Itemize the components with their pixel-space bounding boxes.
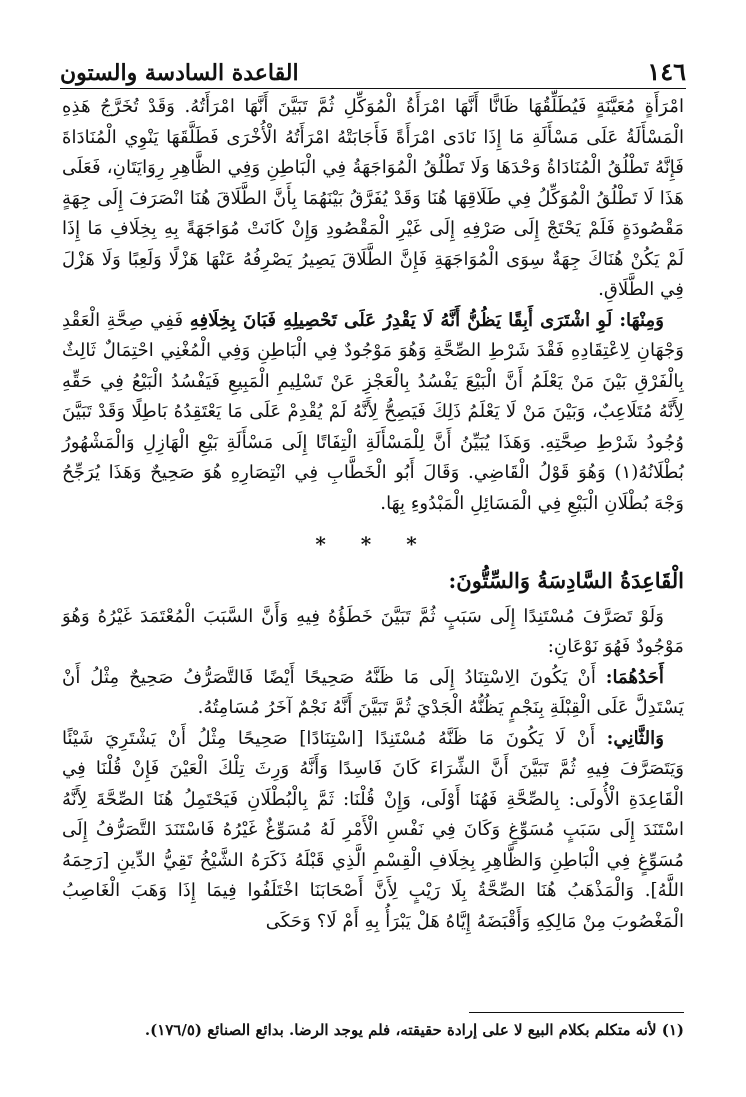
paragraph xyxy=(62,724,684,938)
paragraph-text: أَنْ يَكُونَ الِاسْتِنَادُ إِلَى مَا ظَنَّهُ صَحِيحًا أَيْضًا فَالتَّصَرُّفُ صَحِيحٌ مِثْلُ أَنْ يَسْتَدِلَّ عَلَى الْقِبْلَةِ بِنَجْمٍ يَظُنُّهُ الْجَدْيَ ثُمَّ تَبَيَّنَ أَنَّهُ نَجْمٌ آخَرُ مُسَامِتُهُ. xyxy=(62,666,684,718)
paragraph xyxy=(62,306,684,520)
paragraph xyxy=(62,663,684,724)
header-rule xyxy=(60,88,686,89)
paragraph-text: امْرَأَةٍ مُعَيَّنَةٍ فَيُطَلِّقُهَا ظَانًّا أَنَّهَا امْرَأَةُ الْمُوَكِّلِ ثُمَّ تَبَيَّنَ أَنَّهَا امْرَأَتُهُ. وَقَدْ تُخَرَّجُ هَذِهِ الْمَسْأَلَةُ عَلَى مَسْأَلَةِ مَا إِذَا نَادَى امْرَأَةً فَأَجَابَتْهُ امْرَأَتُهُ الْأُخْرَى فَطَلَّقَهَا يَنْوِي الْمُنَادَاةَ فَإِنَّهُ تَطْلُقُ الْمُنَادَاةُ وَحْدَهَا وَلَا تَطْلُقُ الْمُوَاجَهَةُ فِي الْبَاطِنِ وَفِي الظَّاهِرِ رِوَايَتَانِ، فَعَلَى هَذَا لَا تَطْلُقُ الْمُوَكِّلُ فِي طَلَاقِهَا هُنَا وَقَدْ يُفَرَّقُ بَيْنَهُمَا بِأَنَّ الطَّلَاقَ هُنَا انْصَرَفَ إِلَى جِهَةٍ مَقْصُودَةٍ فَلَمْ يَحْتَجْ إِلَى صَرْفِهِ إِلَى غَيْرِ الْمَقْصُودِ وَإِنْ كَانَتْ مُوَاجَهَةً بِهِ بِخِلَافِ مَا إِذَا لَمْ يَكُنْ هُنَاكَ جِهَةٌ سِوَى الْمُوَاجَهَةِ فَإِنَّ الطَّلَاقَ يَصِيرُ يَصْرِفُهُ عَنْهَا هَزْلًا وَلَعِبًا وَلَا هَزْلَ فِي الطَّلَاقِ. xyxy=(62,96,684,300)
paragraph-text: فَفِي صِحَّةِ الْعَقْدِ وَجْهَانِ لِاعْتِقَادِهِ فَقْدَ شَرْطِ الصِّحَّةِ وَهُوَ مَوْجُودٌ فِي الْبَاطِنِ وَفِي الْمُغْنِي احْتِمَالٌ ثَالِثٌ بِالْفَرْقِ بَيْنَ مَنْ يَعْلَمُ أَنَّ الْبَيْعَ يَفْسُدُ بِالْعَجْزِ عَنْ تَسْلِيمِ الْمَبِيعِ فَيَفْسُدُ الْبَيْعُ فِي حَقِّهِ لِأَنَّهُ مُتَلَاعِبٌ، وَبَيْنَ مَنْ لَا يَعْلَمُ ذَلِكَ فَيَصِحُّ لِأَنَّهُ لَمْ يُقْدِمْ عَلَى مَا يَعْتَقِدُهُ بَاطِلًا وَقَدْ تَبَيَّنَ وُجُودُ شَرْطِ صِحَّتِهِ. وَهَذَا يُبَيِّنُ أَنَّ لِلْمَسْأَلَةِ الْتِفَاتًا إِلَى مَسْأَلَةِ بَيْعِ الْهَازِلِ وَالْمَشْهُورُ بُطْلَانُهُ(١) وَهُوَ قَوْلُ الْقَاضِي. وَقَالَ أَبُو الْخَطَّابِ فِي انْتِصَارِهِ هُوَ صَحِيحٌ وَهَذَا يُرَجِّحُ وَجْهَ بُطْلَانِ الْبَيْعِ فِي الْمَسَائِلِ الْمَبْدُوءِ بِهَا. xyxy=(62,309,684,514)
paragraph xyxy=(62,92,684,306)
paragraph-lead: وَالثَّانِي: xyxy=(606,727,664,749)
section-separator: * * * xyxy=(315,532,431,556)
paragraph xyxy=(62,602,684,663)
paragraph-text: أَنْ لَا يَكُونَ مَا ظَنَّهُ مُسْتَنِدًا [اسْتِنَادًا] صَحِيحًا مِثْلُ أَنْ يَشْتَرِيَ شَيْئًا وَيَتَصَرَّفَ فِيهِ ثُمَّ تَبَيَّنَ أَنَّ الشِّرَاءَ كَانَ فَاسِدًا وَأَنَّهُ وَرِثَ تِلْكَ الْعَيْنَ فَإِنْ قُلْنَا فِي الْقَاعِدَةِ الْأُولَى: بِالصِّحَّةِ فَهُنَا أَوْلَى، وَإِنْ قُلْنَا: ثَمَّ بِالْبُطْلَانِ فَيَحْتَمِلُ هُنَا الصِّحَّةَ لِأَنَّهُ اسْتَنَدَ إِلَى سَبَبٍ مُسَوِّغٍ وَكَانَ فِي نَفْسِ الْأَمْرِ لَهُ مُسَوِّغٌ غَيْرُهُ فَاسْتَنَدَ التَّصَرُّفُ إِلَى مُسَوِّغٍ فِي الْبَاطِنِ وَالظَّاهِرِ بِخِلَافِ الْقِسْمِ الَّذِي قَبْلَهُ ذَكَرَهُ الشَّيْخُ تَقِيُّ الدِّينِ [رَحِمَهُ اللَّهُ]. وَالْمَذْهَبُ هُنَا الصِّحَّةُ بِلَا رَيْبٍ لِأَنَّ أَصْحَابَنَا اخْتَلَفُوا فِيمَا إِذَا وَهَبَ الْغَاصِبُ الْمَغْصُوبَ مِنْ مَالِكِهِ وَأَقْبَضَهُ إِيَّاهُ هَلْ يَبْرَأُ بِهِ أَمْ لَا؟ وَحَكَى xyxy=(62,727,684,932)
running-title: القاعدة السادسة والستون xyxy=(60,60,299,86)
main-text xyxy=(62,92,684,937)
paragraph-lead: أَحَدُهُمَا: xyxy=(605,666,664,688)
section-title: الْقَاعِدَةُ السَّادِسَةُ وَالسِّتُّونَ: xyxy=(448,567,684,593)
page-number: ١٤٦ xyxy=(647,57,686,86)
page-header xyxy=(60,40,686,86)
paragraph-lead: وَمِنْهَا: لَوِ اشْتَرَى أَبِقًا يَظُنُّ أَنَّهُ لَا يَقْدِرُ عَلَى تَحْصِيلِهِ فَبَانَ بِخِلَافِهِ xyxy=(189,309,664,331)
footnote-rule xyxy=(469,1012,684,1013)
footnote: (١) لأنه متكلم بكلام البيع لا على إرادة حقيقته، فلم يوجد الرضا. بدائع الصنائع (١٧٦/٥). xyxy=(144,1021,684,1039)
paragraph-text: وَلَوْ تَصَرَّفَ مُسْتَنِدًا إِلَى سَبَبٍ ثُمَّ تَبَيَّنَ خَطَؤُهُ فِيهِ وَأَنَّ السَّبَبَ الْمُعْتَمَدَ غَيْرُهُ وَهُوَ مَوْجُودٌ فَهُوَ نَوْعَانِ: xyxy=(62,605,684,657)
